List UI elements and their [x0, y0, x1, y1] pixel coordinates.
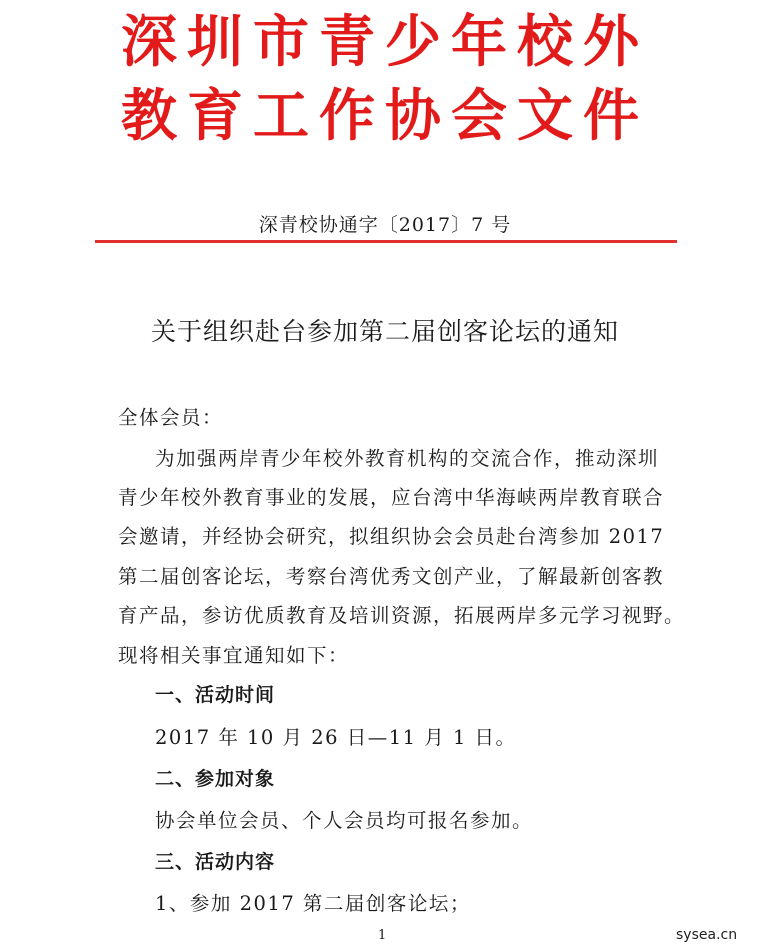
red-divider-line	[95, 240, 677, 243]
section-content-time: 2017 年 10 月 26 日—11 月 1 日。	[155, 726, 517, 749]
notice-title: 关于组织赴台参加第二届创客论坛的通知	[150, 317, 619, 346]
salutation: 全体会员：	[118, 406, 224, 429]
page-number: 1	[378, 928, 387, 943]
body-line: 育产品，参访优质教育及培训资源，拓展两岸多元学习视野。	[118, 604, 686, 627]
section-heading-content: 三、活动内容	[155, 851, 276, 873]
body-line: 现将相关事宜通知如下：	[118, 644, 350, 667]
document-number: 深青校协通字〔2017〕7 号	[258, 214, 512, 236]
section-content-participants: 协会单位会员、个人会员均可报名参加。	[155, 809, 534, 832]
section-heading-participants: 二、参加对象	[155, 768, 276, 790]
section-heading-time: 一、活动时间	[155, 684, 276, 706]
body-line: 青少年校外教育事业的发展，应台湾中华海峡两岸教育联合	[118, 486, 665, 509]
body-line: 会邀请，并经协会研究，拟组织协会会员赴台湾参加 2017	[118, 525, 665, 548]
body-line: 为加强两岸青少年校外教育机构的交流合作，推动深圳	[155, 447, 660, 470]
header-title-line-1: 深圳市青少年校外	[121, 10, 649, 75]
header-title-line-2: 教育工作协会文件	[121, 84, 649, 149]
watermark: sysea.cn	[676, 927, 738, 943]
body-line: 第二届创客论坛，考察台湾优秀文创产业，了解最新创客教	[118, 565, 665, 588]
section-content-item: 1、参加 2017 第二届创客论坛；	[155, 892, 471, 915]
